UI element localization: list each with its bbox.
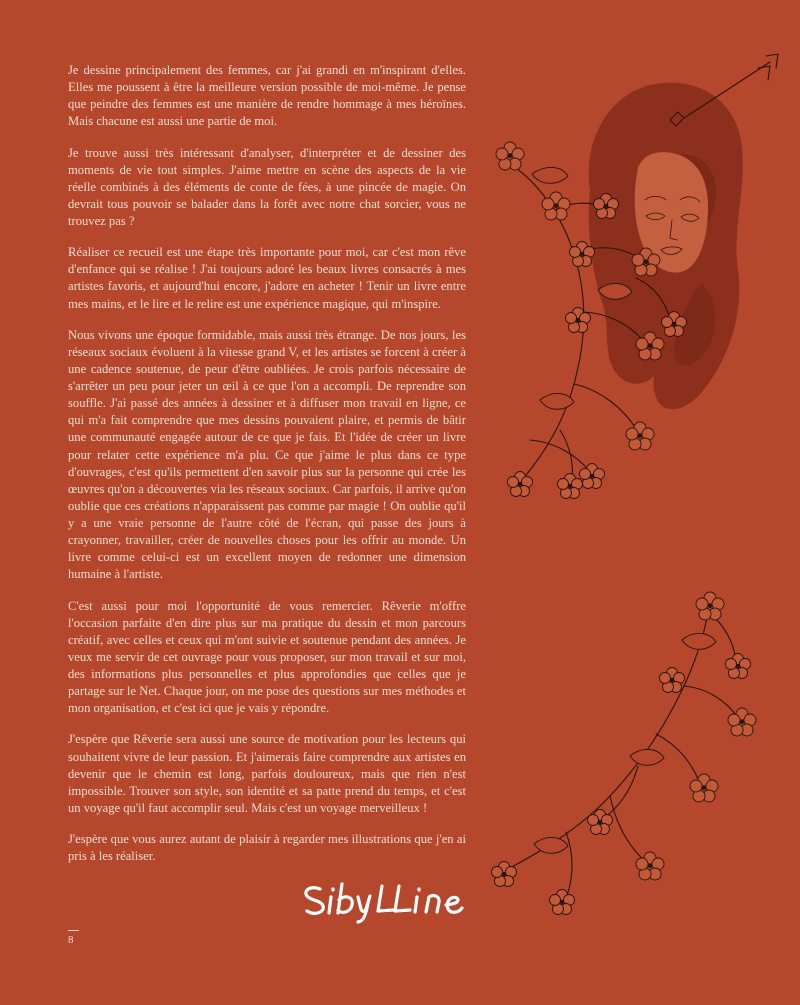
paragraph: Nous vivons une époque formidable, mais aussi très étrange. De nos jours, les réseaux sociaux évoluent à la vitesse grand V, et les artistes se forcent à créer à une cadence soutenue, de peur d'être oubliées. Je crois parfois nécessaire de s'arrêter un peu pour jeter un œil à ce que l'on a accompli. De reprendre son souffle. J'ai passé des années à dessiner et à diffuser mon travail en ligne, ce qui m'a fait comprendre que mes dessins pouvaient plaire, et permis de bâtir une communauté engagée autour de ce que je fais. Et l'idée de créer un livre pour relater cette expérience m'a plu. Ce que j'aime le plus dans ce type d'ouvrages, c'est qu'ils permettent d'en savoir plus sur la personne qui crée les œuvres qu'on a découvertes via les réseaux sociaux. Car parfois, il arrive qu'on oublie que ces créations n'apparaissent pas comme par magie ! On oublie qu'il y a une vraie personne de l'autre côté de l'écran, qui passe des jours à crayonner, travailler, créer de nouvelles choses pour les offrir au monde. Un livre comme celui-ci est un excellent moyen de redonner une dimension humaine à l'artiste. (68, 327, 466, 582)
article-body (68, 62, 466, 865)
page-number (68, 930, 79, 946)
paragraph: C'est aussi pour moi l'opportunité de vous remercier. Rêverie m'offre l'occasion parfaite d'en dire plus sur ma pratique du dessin et mon parcours créatif, avec celles et ceux qui m'ont suivie et soutenue pendant des années. Je veux me servir de cet ouvrage pour vous proposer, sur mon travail et sur moi, des informations plus personnelles et plus approfondies que celles que je partage sur le Net. Chaque jour, on me pose des questions sur mes méthodes et mon organisation, et c'est ici que je vais y répondre. (68, 598, 466, 716)
paragraph: J'espère que vous aurez autant de plaisir à regarder mes illustrations que j'en ai pris à les réaliser. (68, 832, 466, 864)
paragraph: J'espère que Rêverie sera aussi une source de motivation pour les lecteurs qui souhaitent vivre de leur passion. Et j'aimerais faire comprendre aux artistes en devenir que le chemin est long, parfois douloureux, mais que rien n'est impossible. Trouver son style, son identité et sa patte prend du temps, et c'est un voyage qu'il faut accomplir seul. Mais c'est un voyage merveilleux ! (68, 732, 466, 815)
paragraph: Je dessine principalement des femmes, car j'ai grandi en m'inspirant d'elles. Elles me poussent à être la meilleure version possible de moi-même. Je pense que peindre des femmes est une manière de rendre hommage à mes héroïnes. Mais chacune est aussi une partie de moi. (68, 63, 466, 129)
paragraph: Réaliser ce recueil est une étape très importante pour moi, car c'est mon rêve d'enfance qui se réalise ! J'ai toujours adoré les beaux livres consacrés à mes artistes favoris, et aujourd'hui encore, j'adore en acheter ! Tenir un livre entre mes mains, et le lire et le relire est une expérience magique, qui m'inspire. (68, 245, 466, 311)
page-number-rule (68, 930, 79, 931)
cherry-blossom-branch-lower (492, 592, 757, 915)
page-number-value: 8 (68, 934, 74, 946)
paragraph: Je trouve aussi très intéressant d'analyser, d'interpréter et de dessiner des moments de vie tout simples. J'aime mettre en scène des aspects de la vie réelle combinés à des éléments de conte de fées, à une pincée de magie. On devrait tous pouvoir se balader dans la forêt avec notre chat sorcier, vous ne trouvez pas ? (68, 145, 466, 228)
illustration-woman-cherry-blossom (470, 40, 800, 940)
author-signature (300, 880, 470, 926)
